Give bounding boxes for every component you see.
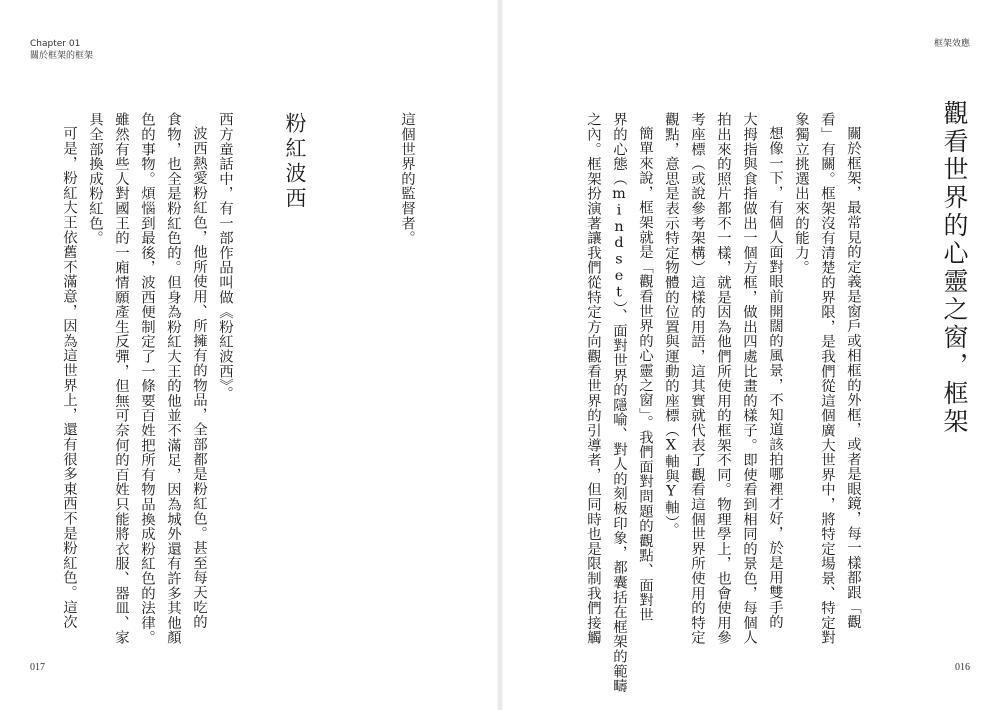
page-number-left: 017 — [30, 662, 45, 673]
body-column: 具全部換成粉紅色。 — [87, 112, 103, 246]
body-column: 想像一下，有個人面對眼前開闊的風景，不知道該拍哪裡才好，於是用雙手的 — [767, 126, 783, 630]
body-column: 界的心態（mindset）、面對世界的隱喻、對人的刻板印象，都囊括在框架的範疇 — [611, 112, 627, 694]
body-column: 簡單來說，框架就是「觀看世界的心靈之窗」。我們面對問題的觀點、面對世 — [637, 126, 653, 622]
chapter-subtitle: 關於框架的框架 — [30, 51, 94, 61]
page-number-right: 016 — [955, 662, 970, 673]
body-column: 考座標（或說參考架構）這樣的用語，這其實就代表了觀看這個世界所使用的特定 — [689, 112, 705, 645]
book-title-label: 框架效應 — [933, 39, 970, 49]
body-column: 波西熱愛粉紅色，他所使用、所擁有的物品，全部都是粉紅色。甚至每天吃的 — [191, 126, 207, 630]
body-column: 色的事物。煩惱到最後，波西便制定了一條要百姓把所有物品換成粉紅色的法律。 — [139, 112, 155, 645]
intro-line: 這個世界的監督者。 — [399, 112, 415, 246]
body-column: 可是，粉紅大王依舊不滿意，因為這世界上，還有很多東西不是粉紅色。這次 — [61, 126, 77, 630]
right-body-text — [580, 112, 866, 693]
section-title-right: 觀看世界的心靈之窗，框架 — [940, 100, 969, 436]
body-column: 大拇指與食指做出一個方框，做出四處比畫的樣子。即使看到相同的景色，每個人 — [741, 112, 757, 645]
body-column: 雖然有些人對國王的一廂情願產生反彈，但無可奈何的百姓只能將衣服、器皿、家 — [113, 112, 129, 645]
body-column: 觀點，意思是表示特定物體的位置與運動的座標（X軸與Y軸）。 — [663, 112, 679, 538]
body-column: 關於框架，最常見的定義是窗戶或相框的外框，或者是眼鏡，每一樣都跟「觀 — [845, 126, 861, 630]
body-column: 西方童話中，有一部作品叫做《粉紅波西》。 — [217, 112, 233, 401]
body-column: 食物，也全是粉紅色的。但身為粉紅大王的他並不滿足，因為城外還有許多其他顏 — [165, 112, 181, 645]
section-title-left: 粉紅波西 — [283, 112, 307, 212]
body-column: 之內。框架扮演著讓我們從特定方向觀看世界的引導者，但同時也是限制我們接觸 — [585, 112, 601, 645]
body-column: 拍出來的照片都不一樣，就是因為他們所使用的框架不同。物理學上，也會使用參 — [715, 112, 731, 645]
left-body-text — [56, 112, 238, 645]
left-running-head — [30, 38, 93, 62]
book-gutter — [497, 0, 503, 710]
body-column: 象獨立挑選出來的能力。 — [793, 112, 809, 275]
chapter-label: Chapter 01 — [30, 39, 81, 49]
body-column: 看」有關。框架沒有清楚的界限，是我們從這個廣大世界中，將特定場景、特定對 — [819, 112, 835, 645]
right-running-head — [934, 38, 970, 50]
